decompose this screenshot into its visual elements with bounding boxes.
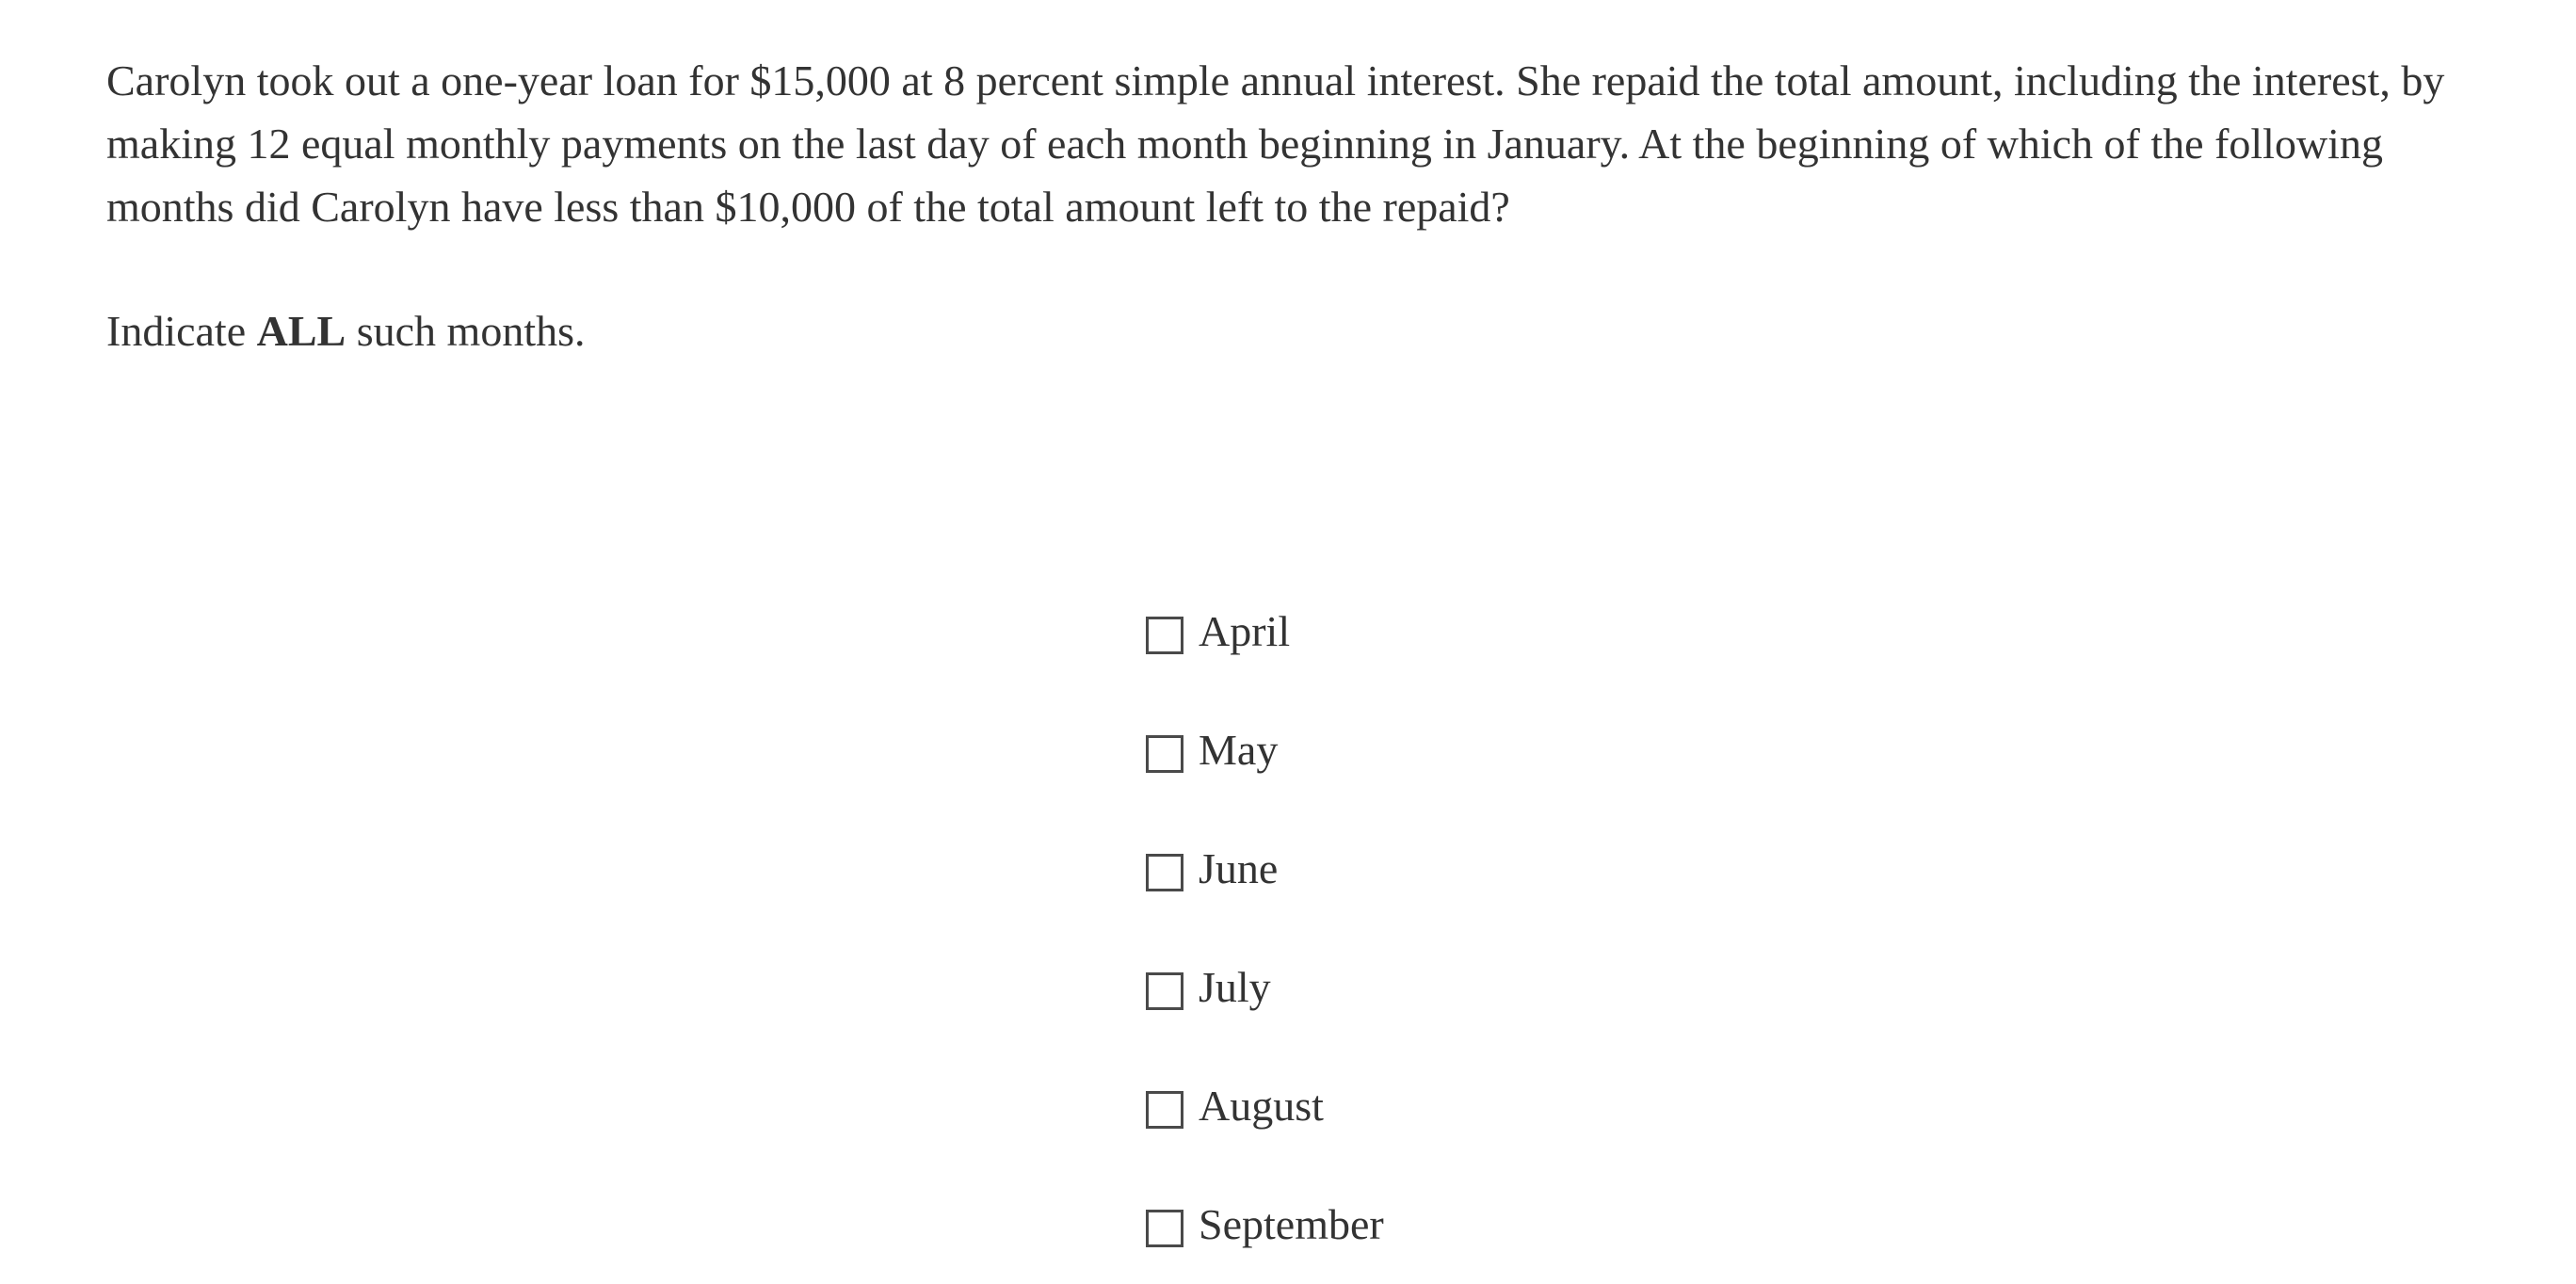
instruction-prefix: Indicate xyxy=(106,307,257,355)
checkbox-may[interactable] xyxy=(1146,735,1183,773)
checkbox-june[interactable] xyxy=(1146,854,1183,891)
checkbox-august[interactable] xyxy=(1146,1091,1183,1129)
question-text: Carolyn took out a one-year loan for $15,000 at 8 percent simple annual interest. She repaid the total amount, including the interest, by making 12 equal monthly payments on the last day of each month beginning in January. At the beginning of which of the following months did Carolyn have less than $10,000 of the total amount left to the repaid? xyxy=(106,56,2445,231)
instruction-suffix: such months. xyxy=(346,307,586,355)
option-label-july: July xyxy=(1199,963,1271,1011)
option-label-april: April xyxy=(1199,607,1291,655)
option-august[interactable] xyxy=(1146,1047,1384,1165)
instruction-emphasis: ALL xyxy=(256,307,346,355)
option-may[interactable] xyxy=(1146,691,1384,810)
option-september[interactable] xyxy=(1146,1165,1384,1284)
checkbox-july[interactable] xyxy=(1146,972,1183,1010)
answer-options xyxy=(1146,572,1384,1284)
instruction-text xyxy=(106,299,586,362)
option-april[interactable] xyxy=(1146,572,1384,691)
option-june[interactable] xyxy=(1146,810,1384,928)
option-july[interactable] xyxy=(1146,928,1384,1047)
checkbox-september[interactable] xyxy=(1146,1210,1183,1247)
option-label-august: August xyxy=(1199,1082,1324,1130)
option-label-june: June xyxy=(1199,844,1279,892)
option-label-september: September xyxy=(1199,1200,1384,1248)
option-label-may: May xyxy=(1199,726,1279,774)
checkbox-april[interactable] xyxy=(1146,617,1183,654)
